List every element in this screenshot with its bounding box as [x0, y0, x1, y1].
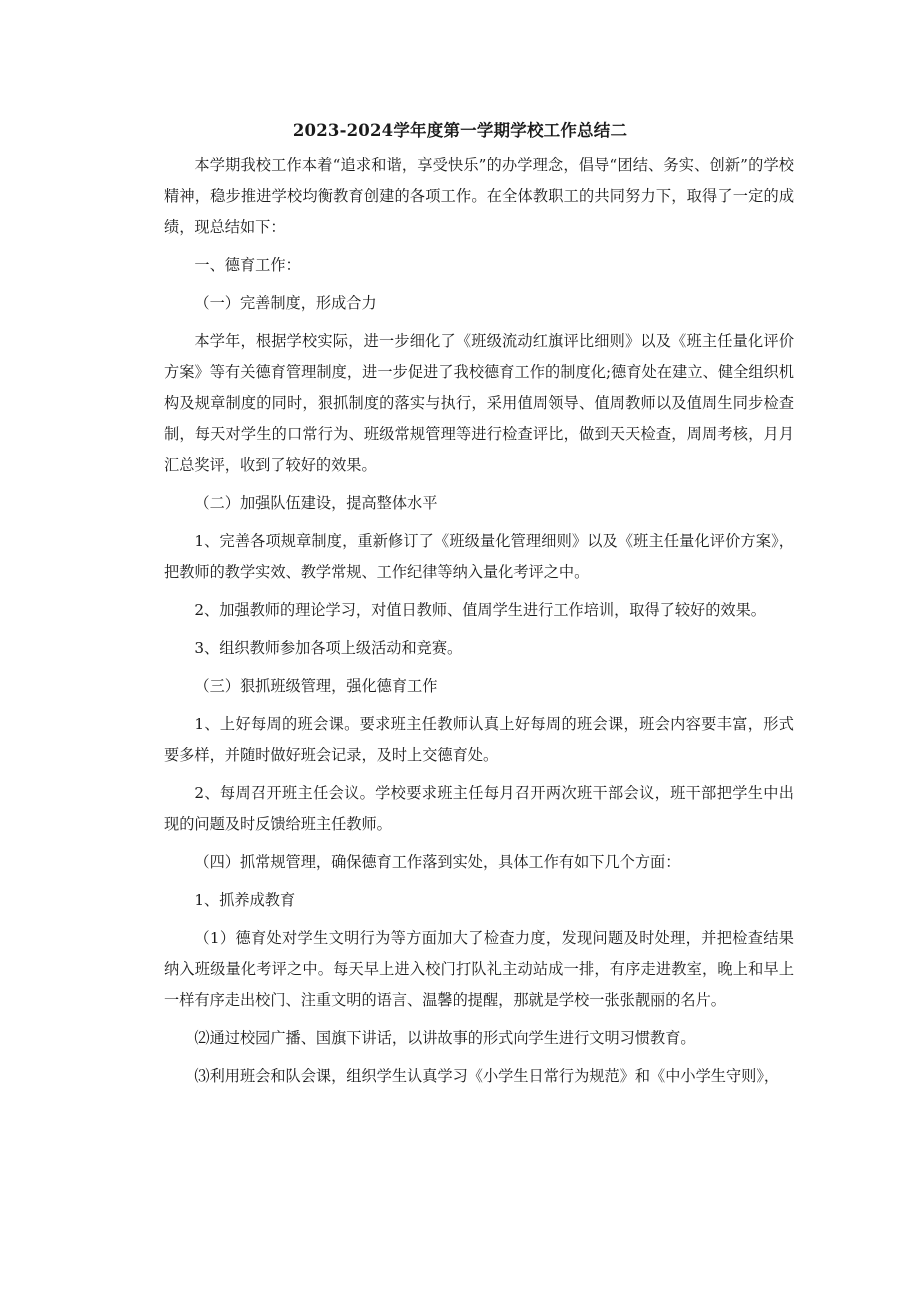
subsection-heading-3: （三）狠抓班级管理，强化德育工作	[194, 677, 438, 695]
document-title: 2023-2024学年度第一学期学校工作总结二	[292, 121, 628, 140]
list-item: 1、抓养成教育	[194, 891, 296, 909]
subsection-heading-1: （一）完善制度，形成合力	[194, 294, 377, 312]
paragraph-intro: 本学期我校工作本着“追求和谐，享受快乐”的办学理念，倡导“团结、务实、创新”的学校精神，稳步推进学校均衡教育创建的各项工作。在全体教职工的共同努力下，取得了一定的成绩，现总结如下：	[164, 156, 794, 236]
list-item: 2、加强教师的理论学习，对值日教师、值周学生进行工作培训，取得了较好的效果。	[194, 601, 766, 619]
list-item: ⑶利用班会和队会课，组织学生认真学习《小学生日常行为规范》和《中小学生守则》，	[194, 1067, 780, 1085]
subsection-heading-4: （四）抓常规管理，确保德育工作落到实处，具体工作有如下几个方面：	[194, 853, 681, 871]
list-item: （1）德育处对学生文明行为等方面加大了检查力度，发现问题及时处理，并把检查结果纳入班级量化考评之中。每天早上进入校门打队礼主动站成一排，有序走进教室，晚上和早上一样有序走出校门、注重文明的语言、温馨的提醒，那就是学校一张张靓丽的名片。	[164, 929, 794, 1009]
paragraph-system: 本学年，根据学校实际，进一步细化了《班级流动红旗评比细则》以及《班主任量化评价方案》等有关德育管理制度，进一步促进了我校德育工作的制度化;德育处在建立、健全组织机构及规章制度的同时，狠抓制度的落实与执行，采用值周领导、值周教师以及值周生同步检查制，每天对学生的口常行为、班级常规管理等进行检查评比，做到天天检查，周周考核，月月汇总奖评，收到了较好的效果。	[164, 332, 794, 474]
list-item: 1、完善各项规章制度，重新修订了《班级量化管理细则》以及《班主任量化评价方案》，把教师的教学实效、教学常规、工作纪律等纳入量化考评之中。	[164, 532, 794, 581]
list-item: 2、每周召开班主任会议。学校要求班主任每月召开两次班干部会议，班干部把学生中出现的问题及时反馈给班主任教师。	[164, 784, 794, 833]
list-item: ⑵通过校园广播、国旗下讲话，以讲故事的形式向学生进行文明习惯教育。	[194, 1029, 696, 1047]
list-item: 1、上好每周的班会课。要求班主任教师认真上好每周的班会课，班会内容要丰富，形式要多样，并随时做好班会记录，及时上交德育处。	[164, 715, 794, 764]
document-body	[164, 150, 794, 1099]
list-item: 3、组织教师参加各项上级活动和竞赛。	[194, 639, 463, 657]
subsection-heading-2: （二）加强队伍建设，提高整体水平	[194, 494, 438, 512]
section-heading-moral-education: 一、德育工作：	[194, 256, 301, 274]
